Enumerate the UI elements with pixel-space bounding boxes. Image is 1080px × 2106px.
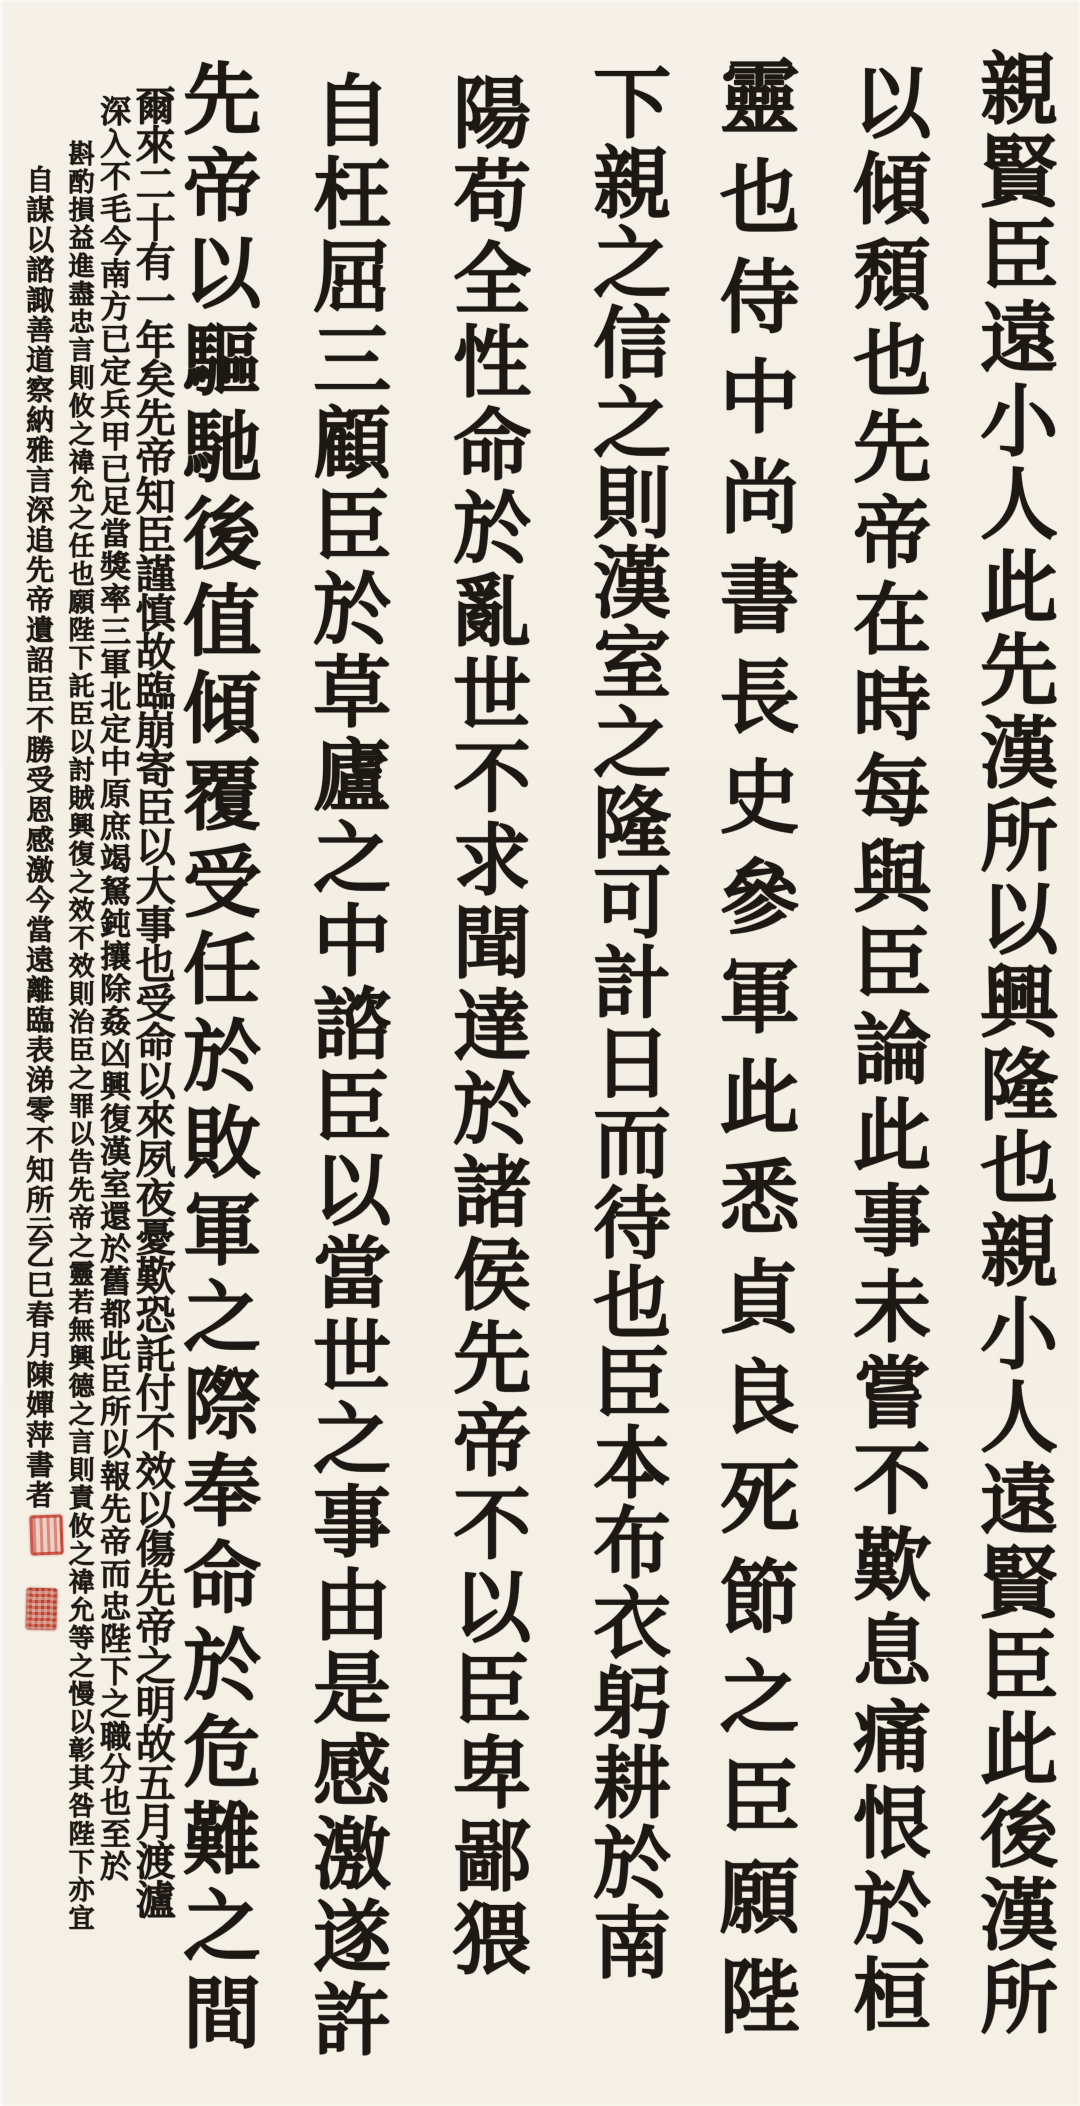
small-column-2: 深入不毛今南方已定兵甲已足當獎率三軍北定中原庶竭駑鈍攘除姦凶興復漢室還於舊都此臣所以報先帝而忠陛下之職分也至於 xyxy=(94,95,130,1883)
main-column-2: 以傾頹也先帝在時每與臣論此事未嘗不歎息痛恨於桓 xyxy=(840,62,930,2040)
main-column-4: 下親之信之則漢室之隆可計日而待也臣本布衣躬耕於南 xyxy=(580,62,670,1982)
signature: 乙巳春月陳嬋萍書者 xyxy=(22,1240,55,1510)
main-column-3: 靈也侍中尚書長史參軍此悉貞良死節之臣願陛 xyxy=(706,55,799,2055)
small-column-3: 斟酌損益進盡忠言則攸之禕允之任也願陛下託臣以討賊興復之效不效則治臣之罪以告先帝之靈若無興德之言則責攸之禕允等之慢以彰其咎陛下亦宜 xyxy=(64,140,94,1932)
main-column-5: 陽苟全性命於亂世不求聞達於諸侯先帝不以臣卑鄙猥 xyxy=(440,72,530,1981)
artist-seal-lower-icon xyxy=(25,1588,57,1631)
closing-column: 自謀以諮諏善道察納雅言深追先帝遺詔臣不勝受恩感激今當遠離臨表涕零不知所云 xyxy=(22,165,55,1245)
main-column-1: 親賢臣遠小人此先漢所以興隆也親小人遠賢臣此後漢所 xyxy=(967,48,1057,2040)
small-column-1: 爾來二十有一年矣先帝知臣謹慎故臨崩寄臣以大事也受命以來夙夜憂歎恐託付不效以傷先帝之明故五月渡瀘 xyxy=(129,85,175,1918)
artist-seal-upper-icon xyxy=(29,1514,63,1555)
main-column-7: 先帝以驅馳後值傾覆受任於敗軍之際奉命於危難之間 xyxy=(170,58,260,2059)
main-column-6: 自枉屈三顧臣於草廬之中諮臣以當世之事由是感激遂許 xyxy=(300,70,390,2062)
